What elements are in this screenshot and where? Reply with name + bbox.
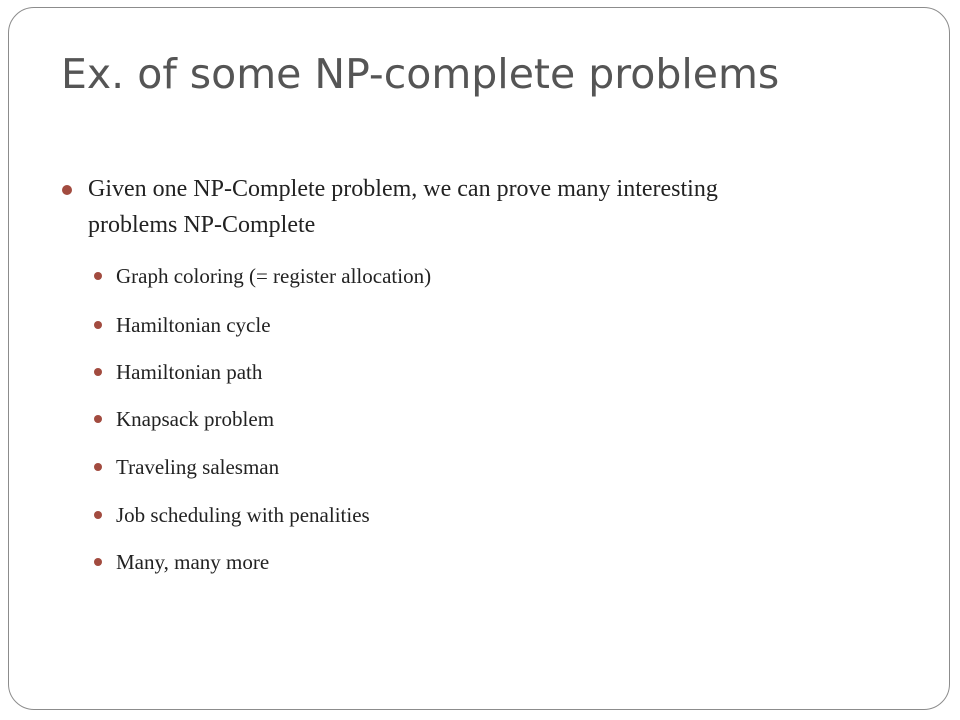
bullet-icon: [94, 415, 102, 423]
bullet-icon: [94, 511, 102, 519]
slide-title: Ex. of some NP-complete problems: [61, 50, 780, 98]
bullet-icon: [94, 321, 102, 329]
sub-bullet-text: Hamiltonian cycle: [116, 313, 271, 337]
sub-bullet-text: Many, many more: [116, 550, 270, 574]
sub-bullet-text: Graph coloring (= register allocation): [116, 264, 432, 288]
sub-bullet-hamiltonian-path: [116, 358, 262, 386]
main-bullet: [88, 171, 808, 243]
sub-bullet-text: Job scheduling with penalities: [116, 503, 370, 527]
bullet-icon: [94, 272, 102, 280]
sub-bullet-traveling-salesman: [116, 453, 279, 481]
sub-bullet-text: Hamiltonian path: [116, 360, 263, 384]
bullet-icon: [94, 558, 102, 566]
sub-bullet-hamiltonian-cycle: [116, 311, 271, 339]
sub-bullet-knapsack: [116, 405, 274, 433]
sub-bullet-job-scheduling: [116, 501, 370, 529]
bullet-icon: [94, 368, 102, 376]
sub-bullet-graph-coloring: [116, 262, 431, 290]
sub-bullet-many-more: [116, 548, 269, 576]
sub-bullet-text: Knapsack problem: [116, 407, 275, 431]
bullet-icon: [62, 185, 72, 195]
sub-bullet-text: Traveling salesman: [116, 455, 280, 479]
main-bullet-text: Given one NP-Complete problem, we can prove many interesting problems NP-Complete: [88, 176, 718, 238]
bullet-icon: [94, 463, 102, 471]
